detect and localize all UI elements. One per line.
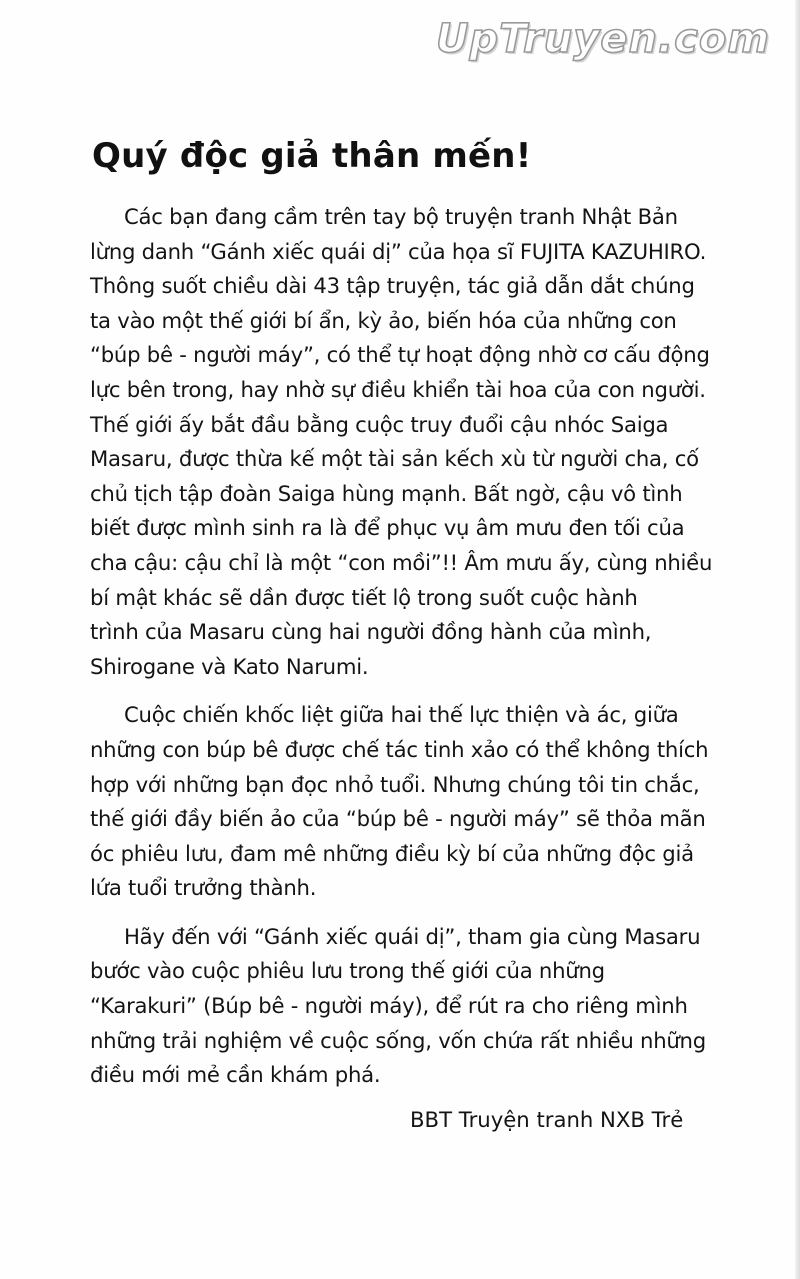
letter-body [90,200,726,1107]
text-line: Thế giới ấy bắt đầu bằng cuộc truy đuổi cậu nhóc Saiga [90,411,669,437]
paragraph-2 [90,698,726,906]
text-line: cha cậu: cậu chỉ là một “con mồi”!! Âm mưu ấy, cùng nhiều [90,549,713,575]
text-line: Hãy đến với “Gánh xiếc quái dị”, tham gia cùng Masaru [124,923,701,949]
signature: BBT Truyện tranh NXB Trẻ [410,1107,684,1132]
scan-edge [795,0,800,1279]
text-line: những con búp bê được chế tác tinh xảo có thể không thích [90,736,709,762]
text-line: “Karakuri” (Búp bê - người máy), để rút ra cho riêng mình [90,993,688,1019]
text-line: Masaru, được thừa kế một tài sản kếch xù từ người cha, cố [90,446,699,472]
text-line: Shirogane và Kato Narumi. [90,653,369,679]
text-line: ta vào một thế giới bí ẩn, kỳ ảo, biến hóa của những con [90,307,677,333]
text-line: Các bạn đang cầm trên tay bộ truyện tranh Nhật Bản [124,204,678,229]
paragraph-1 [90,200,726,684]
paragraph-3 [90,920,726,1093]
text-line: biết được mình sinh ra là để phục vụ âm mưu đen tối của [90,515,685,541]
text-line: trình của Masaru cùng hai người đồng hành của mình, [90,619,652,645]
text-line: Thông suốt chiều dài 43 tập truyện, tác giả dẫn dắt chúng [90,273,695,299]
text-line: bước vào cuộc phiêu lưu trong thế giới của những [90,958,605,984]
text-line: “búp bê - người máy”, có thể tự hoạt động nhờ cơ cấu động [90,342,710,368]
text-line: lừng danh “Gánh xiếc quái dị” của họa sĩ FUJITA KAZUHIRO. [90,238,707,264]
text-line: thế giới đầy biến ảo của “búp bê - người máy” sẽ thỏa mãn [90,806,706,832]
text-line: lực bên trong, hay nhờ sự điều khiển tài hoa của con người. [90,376,706,402]
text-line: lứa tuổi trưởng thành. [90,875,317,901]
letter-heading: Quý độc giả thân mến! [92,136,532,176]
text-line: óc phiêu lưu, đam mê những điều kỳ bí của những độc giả [90,840,694,866]
text-line: chủ tịch tập đoàn Saiga hùng mạnh. Bất ngờ, cậu vô tình [90,480,683,506]
text-line: những trải nghiệm về cuộc sống, vốn chứa rất nhiều những [90,1027,706,1053]
text-line: hợp với những bạn đọc nhỏ tuổi. Nhưng chúng tôi tin chắc, [90,771,700,797]
text-line: Cuộc chiến khốc liệt giữa hai thế lực thiện và ác, giữa [124,702,679,728]
watermark-logo: UpTruyen.com [436,16,770,62]
text-line: bí mật khác sẽ dần được tiết lộ trong suốt cuộc hành [90,584,638,610]
text-line: điều mới mẻ cần khám phá. [90,1062,381,1088]
